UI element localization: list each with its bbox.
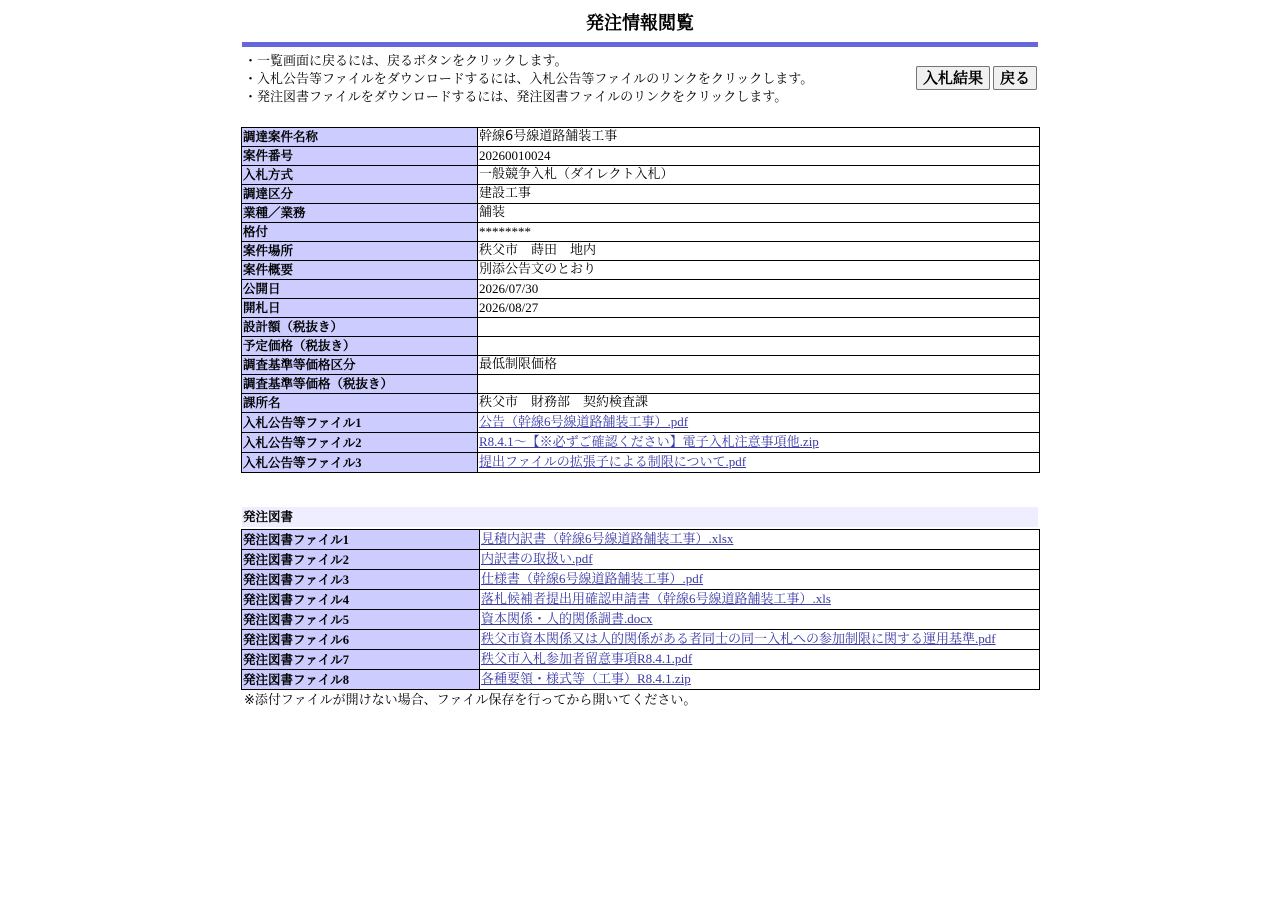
location-label: 案件場所 (242, 242, 478, 261)
page-container (242, 0, 1038, 710)
opening-date-label: 開札日 (242, 299, 478, 318)
drawing-file6-link[interactable]: 秩父市資本関係又は人的関係がある者同士の同一入札への参加制限に関する運用基準.pdf (481, 631, 996, 646)
design-amount-label: 設計額（税抜き） (242, 318, 478, 337)
drawings-section-header: 発注図書 (242, 507, 1038, 527)
publish-date-value: 2026/07/30 (478, 280, 1040, 299)
attachment-note: ※添付ファイルが開けない場合、ファイル保存を行ってから開いてください。 (244, 693, 697, 708)
drawing-file1-link[interactable]: 見積内訳書（幹線6号線道路舗装工事）.xlsx (481, 531, 734, 546)
instructions-list (244, 53, 813, 107)
drawing-file5-link[interactable]: 資本関係・人的関係調書.docx (481, 611, 653, 626)
drawing-file2-link[interactable]: 内訳書の取扱い.pdf (481, 551, 593, 566)
table-row (242, 630, 1040, 650)
drawing-file2-label: 発注図書ファイル2 (242, 550, 480, 570)
procurement-category-label: 調達区分 (242, 185, 478, 204)
notice-file1-link[interactable]: 公告（幹線6号線道路舗装工事）.pdf (479, 414, 689, 429)
instruction-notice-download: ・入札公告等ファイルをダウンロードするには、入札公告等ファイルのリンクをクリックします。 (244, 72, 814, 87)
survey-price-label: 調査基準等価格（税抜き） (242, 375, 478, 394)
table-row (242, 242, 1040, 261)
page-title: 発注情報閲覧 (586, 13, 694, 34)
design-amount-value (478, 318, 1040, 337)
notice-file3-link[interactable]: 提出ファイルの拡張子による制限について.pdf (479, 454, 747, 469)
table-row (242, 299, 1040, 318)
table-row (242, 570, 1040, 590)
rating-value: ******** (478, 223, 1040, 242)
drawing-file6-label: 発注図書ファイル6 (242, 630, 480, 650)
procurement-details-table (241, 127, 1040, 473)
summary-value: 別添公告文のとおり (478, 261, 1040, 280)
instructions-area (242, 47, 1038, 127)
table-row (242, 185, 1040, 204)
notice-file3-label: 入札公告等ファイル3 (242, 453, 478, 473)
table-row (242, 337, 1040, 356)
drawing-file8-label: 発注図書ファイル8 (242, 670, 480, 690)
case-number-label: 案件番号 (242, 147, 478, 166)
rating-label: 格付 (242, 223, 478, 242)
drawing-file7-label: 発注図書ファイル7 (242, 650, 480, 670)
table-row (242, 394, 1040, 413)
table-row (242, 433, 1040, 453)
table-row (242, 590, 1040, 610)
table-row (242, 453, 1040, 473)
table-row (242, 670, 1040, 690)
table-row (242, 356, 1040, 375)
planned-price-label: 予定価格（税抜き） (242, 337, 478, 356)
instruction-drawing-download: ・発注図書ファイルをダウンロードするには、発注図書ファイルのリンクをクリックします。 (244, 90, 788, 105)
survey-price-category-value: 最低制限価格 (478, 356, 1040, 375)
survey-price-value (478, 375, 1040, 394)
procurement-category-value: 建設工事 (478, 185, 1040, 204)
drawing-file3-link[interactable]: 仕様書（幹線6号線道路舗装工事）.pdf (481, 571, 704, 586)
instruction-back: ・一覧画面に戻るには、戻るボタンをクリックします。 (244, 54, 568, 69)
drawing-file4-label: 発注図書ファイル4 (242, 590, 480, 610)
table-row (242, 204, 1040, 223)
summary-label: 案件概要 (242, 261, 478, 280)
notice-file2-link[interactable]: R8.4.1～【※必ずご確認ください】電子入札注意事項他.zip (479, 434, 819, 449)
table-row (242, 223, 1040, 242)
table-row (242, 318, 1040, 337)
bid-method-label: 入札方式 (242, 166, 478, 185)
planned-price-value (478, 337, 1040, 356)
opening-date-value: 2026/08/27 (478, 299, 1040, 318)
table-row (242, 530, 1040, 550)
case-number-value: 20260010024 (478, 147, 1040, 166)
drawing-file4-link[interactable]: 落札候補者提出用確認申請書（幹線6号線道路舗装工事）.xls (481, 591, 831, 606)
publish-date-label: 公開日 (242, 280, 478, 299)
bid-result-button[interactable]: 入札結果 (916, 66, 990, 90)
table-row (242, 550, 1040, 570)
drawing-file7-link[interactable]: 秩父市入札参加者留意事項R8.4.1.pdf (481, 651, 693, 666)
table-row (242, 280, 1040, 299)
table-row (242, 413, 1040, 433)
procurement-name-value: 幹線6号線道路舗装工事 (478, 128, 1040, 147)
table-row (242, 650, 1040, 670)
drawing-file1-label: 発注図書ファイル1 (242, 530, 480, 550)
business-type-label: 業種／業務 (242, 204, 478, 223)
table-row (242, 166, 1040, 185)
location-value: 秩父市 蒔田 地内 (478, 242, 1040, 261)
drawing-file3-label: 発注図書ファイル3 (242, 570, 480, 590)
table-row (242, 261, 1040, 280)
table-row (242, 128, 1040, 147)
bid-method-value: 一般競争入札（ダイレクト入札） (478, 166, 1040, 185)
procurement-name-label: 調達案件名称 (242, 128, 478, 147)
notice-file2-label: 入札公告等ファイル2 (242, 433, 478, 453)
department-value: 秩父市 財務部 契約検査課 (478, 394, 1040, 413)
drawing-file5-label: 発注図書ファイル5 (242, 610, 480, 630)
table-row (242, 610, 1040, 630)
business-type-value: 舗装 (478, 204, 1040, 223)
notice-file1-label: 入札公告等ファイル1 (242, 413, 478, 433)
drawings-table (241, 529, 1040, 690)
table-row (242, 147, 1040, 166)
department-label: 課所名 (242, 394, 478, 413)
table-row (242, 375, 1040, 394)
back-button[interactable]: 戻る (993, 66, 1037, 90)
drawing-file8-link[interactable]: 各種要領・様式等（工事）R8.4.1.zip (481, 671, 691, 686)
action-buttons (916, 66, 1037, 90)
survey-price-category-label: 調査基準等価格区分 (242, 356, 478, 375)
